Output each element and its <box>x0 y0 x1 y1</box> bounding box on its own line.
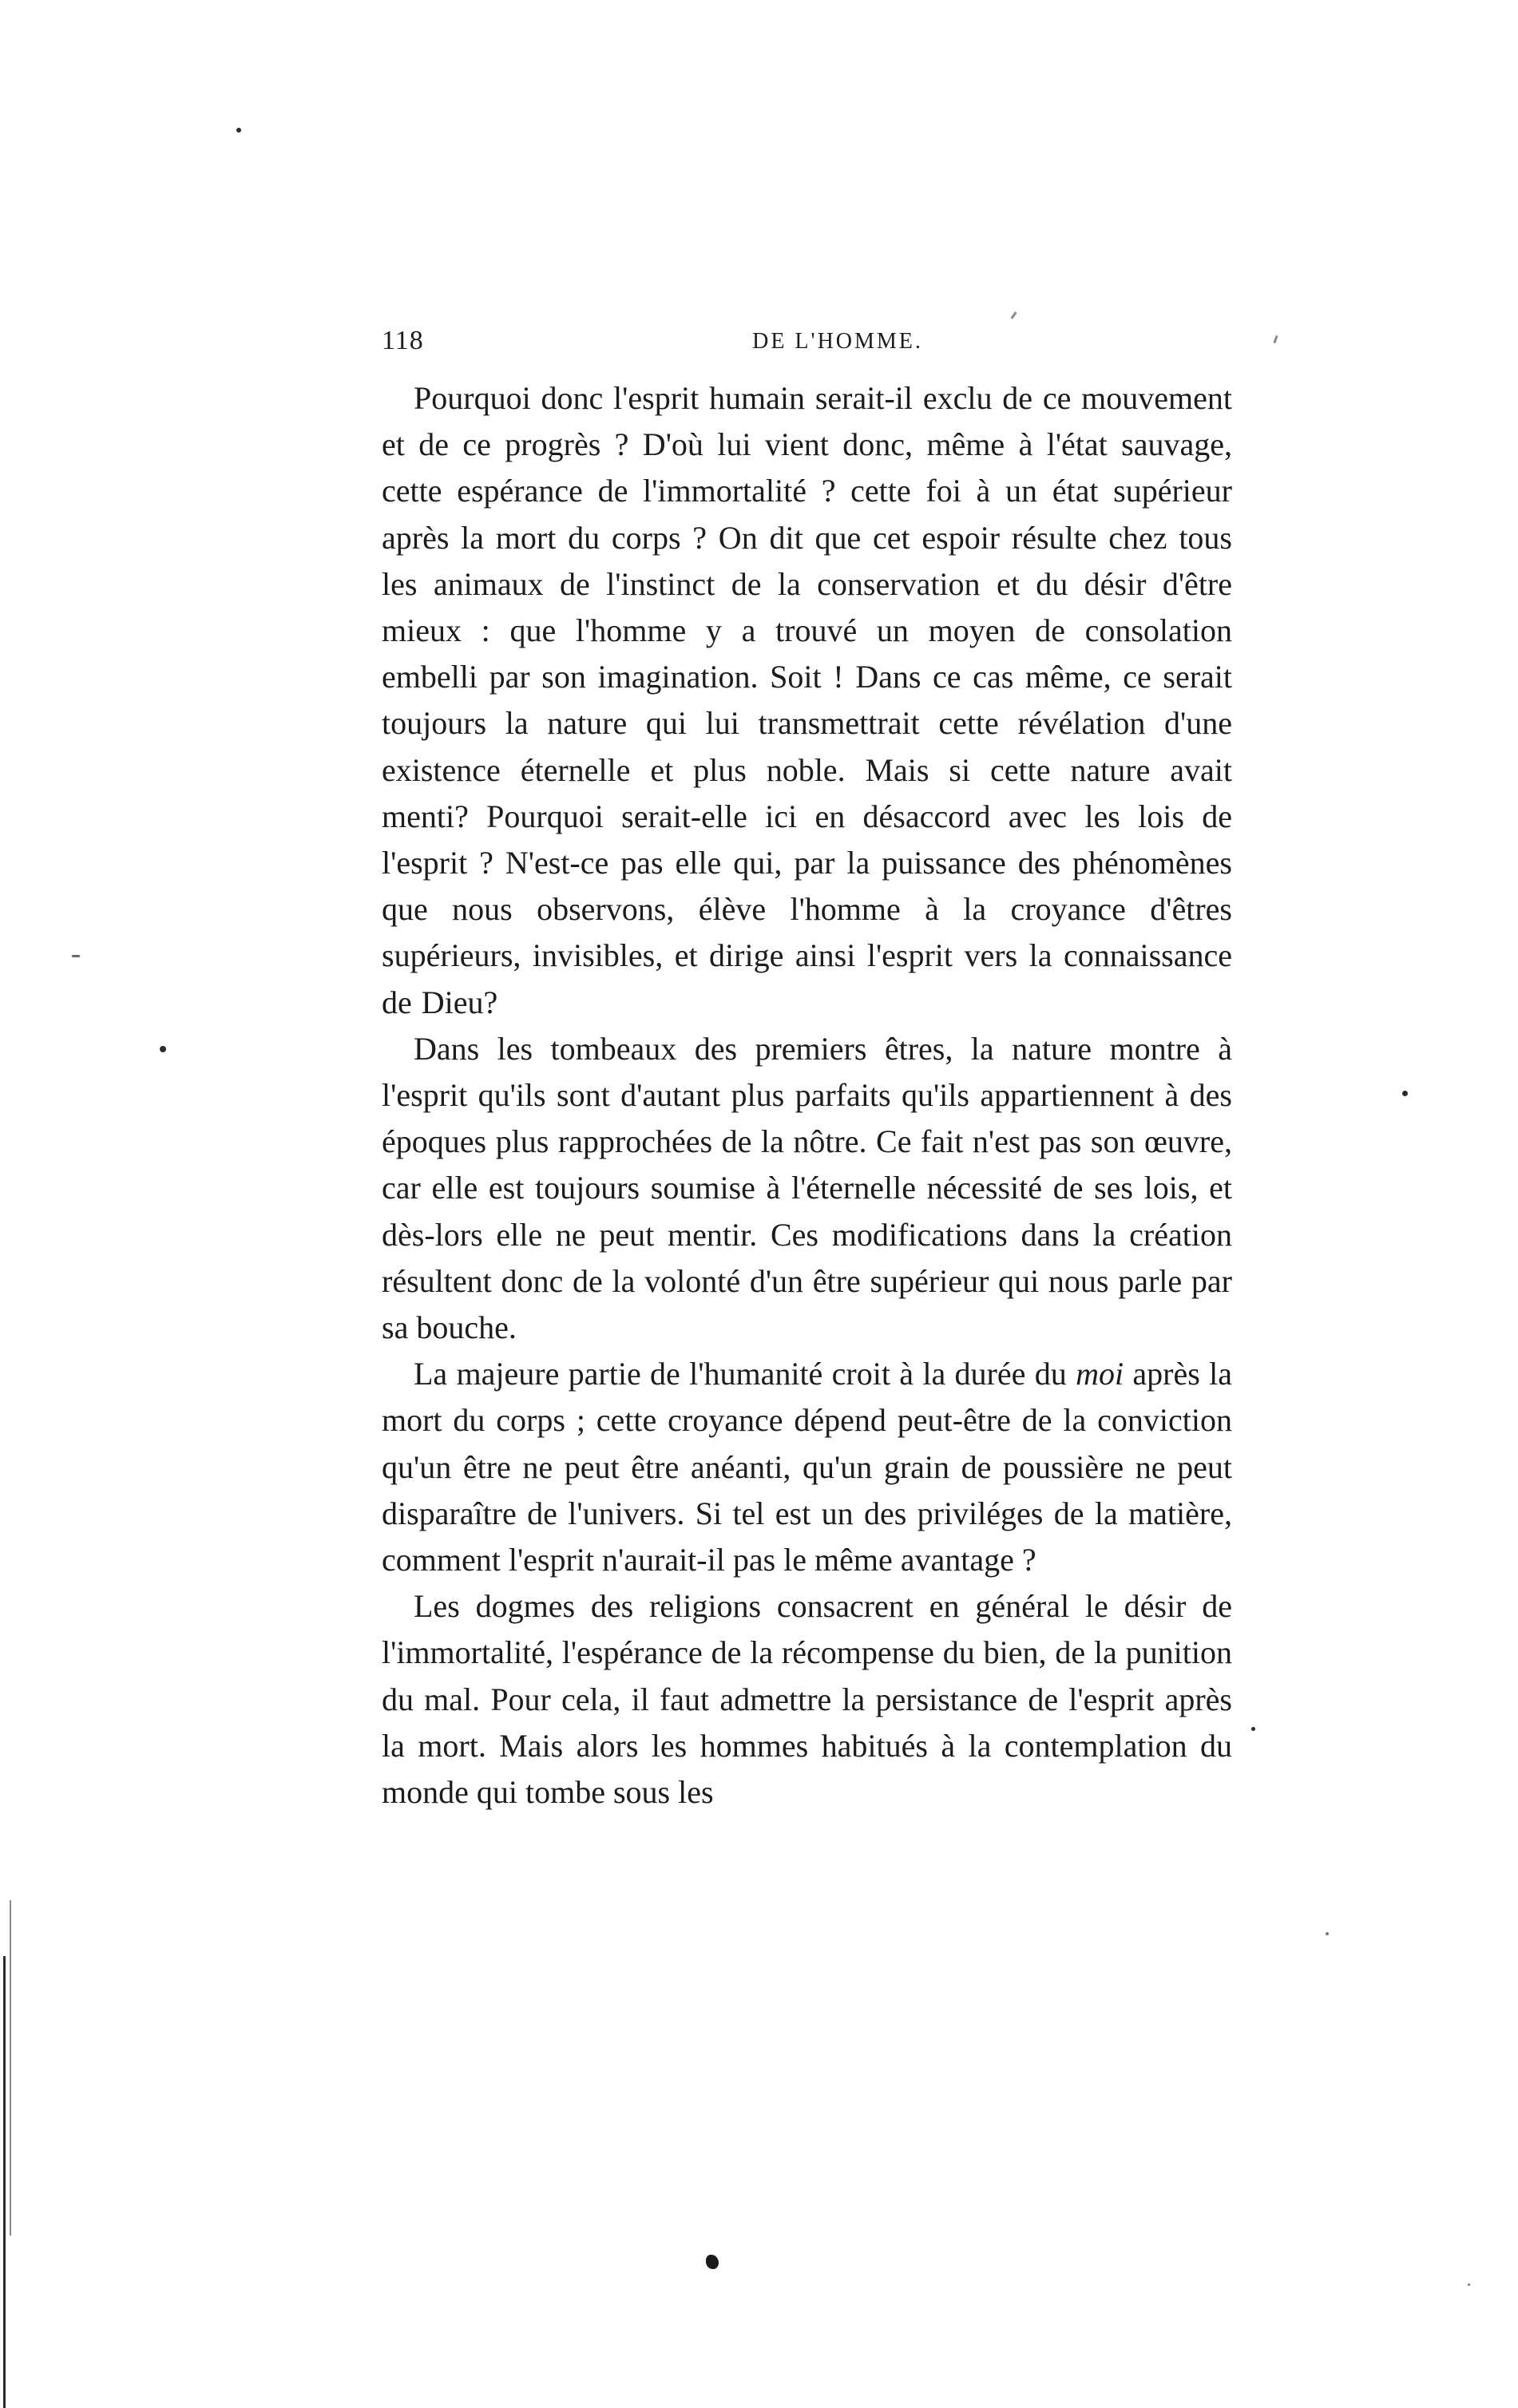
page-edge-shadow <box>10 1900 11 2236</box>
page-edge-line <box>3 1956 6 2408</box>
scan-speck <box>160 1046 166 1052</box>
paragraph: Les dogmes des religions consacrent en général le désir de l'immortalité, l'espérance de la récompense du bien, de la punition du mal. Pour cela, il faut admettre la persistance de l'esprit après la mort. Mais alors les hommes habitués à la contemplation du monde qui tombe sous les <box>382 1588 1232 1811</box>
scan-speck <box>236 128 241 133</box>
scan-speck <box>1326 1932 1329 1935</box>
paragraph <box>382 1351 1232 1583</box>
scan-speck <box>1402 1091 1408 1096</box>
page-number: 118 <box>382 326 424 355</box>
scan-speck <box>1010 311 1017 319</box>
paragraph: Pourquoi donc l'esprit humain serait-il exclu de ce mouvement et de ce progrès ? D'où lui vient donc, même à l'état sauvage, cette espérance de l'immortalité ? cette foi à un état supérieur après la mort du corps ? On dit que cet espoir résulte chez tous les animaux de l'instinct de la conservation et du désir d'être mieux : que l'homme y a trouvé un moyen de consolation embelli par son imagination. Soit ! Dans ce cas même, ce serait toujours la nature qui lui transmettrait cette révélation d'une existence éternelle et plus noble. Mais si cette nature avait menti? Pourquoi serait-elle ici en désaccord avec les lois de l'esprit ? N'est-ce pas elle qui, par la puissance des phénomènes que nous observons, élève l'homme à la croyance d'êtres supérieurs, invisibles, et dirige ainsi l'esprit vers la connaissance de Dieu? <box>382 380 1232 1020</box>
running-title: DE L'HOMME. <box>752 329 923 354</box>
italic-word: moi <box>1076 1356 1124 1392</box>
scan-speck <box>1468 2283 1470 2286</box>
body-text <box>382 375 1232 1816</box>
scan-speck <box>72 955 80 957</box>
scan-speck <box>1251 1727 1255 1731</box>
paragraph: Dans les tombeaux des premiers êtres, la nature montre à l'esprit qu'ils sont d'autant plus parfaits qu'ils appartiennent à des époques plus rapprochées de la nôtre. Ce fait n'est pas son œuvre, car elle est toujours soumise à l'éternelle nécessité de ses lois, et dès-lors elle ne peut mentir. Ces modifications dans la création résultent donc de la volonté d'un être supérieur qui nous parle par sa bouche. <box>382 1030 1232 1346</box>
ink-blot-mark <box>706 2255 719 2269</box>
paragraph-text: La majeure partie de l'humanité croit à la durée du <box>414 1356 1076 1392</box>
paragraph-text: après la mort du corps ; cette croyance dépend peut-être de la conviction qu'un être ne peut être anéanti, qu'un grain de poussière ne peut disparaître de l'univers. Si tel est un des priviléges de la matière, comment l'esprit n'aurait-il pas le même avantage ? <box>382 1356 1232 1578</box>
running-head <box>382 326 1278 366</box>
